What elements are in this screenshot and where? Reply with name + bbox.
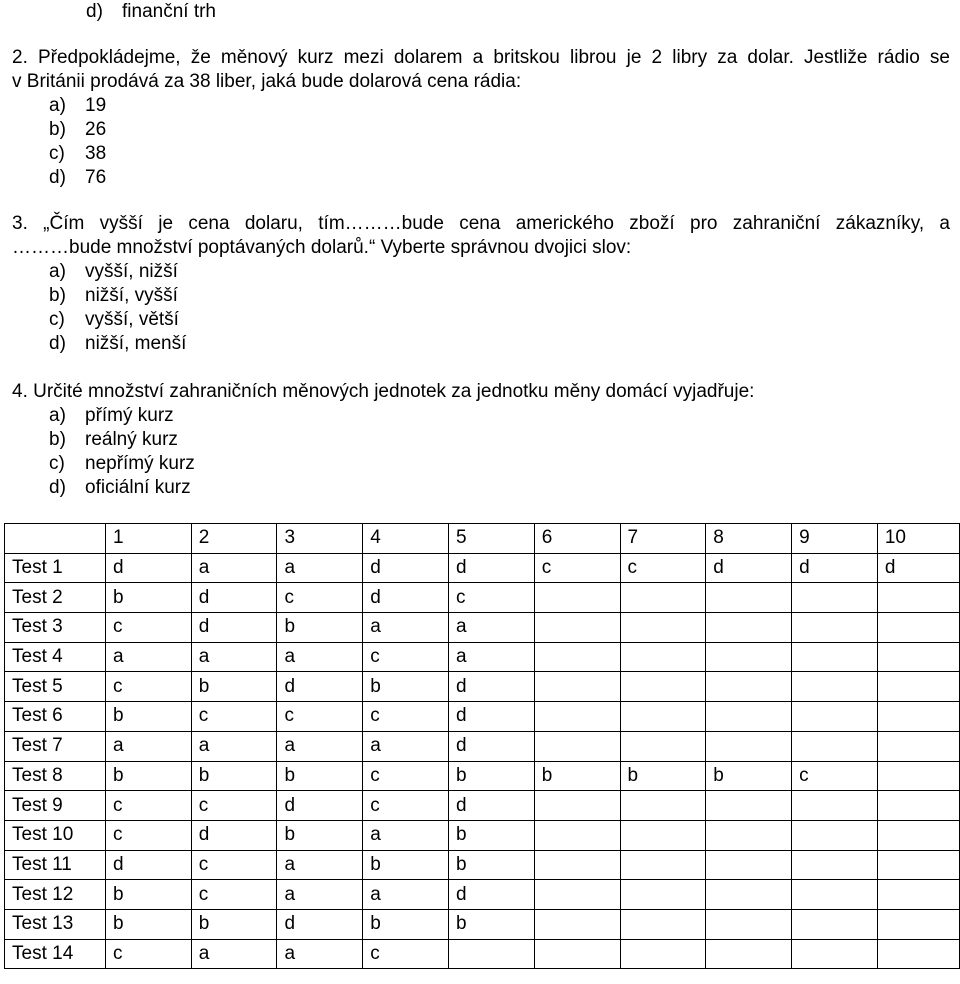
answer-cell: a — [449, 613, 535, 643]
q4-option-a — [49, 404, 174, 428]
option-label: b) — [49, 285, 66, 306]
option-text: oficiální kurz — [85, 477, 191, 498]
table-row — [5, 672, 960, 702]
test-name-cell: Test 9 — [5, 791, 106, 821]
option-text: vyšší, větší — [85, 309, 179, 330]
test-name-cell: Test 13 — [5, 909, 106, 939]
answer-cell — [877, 642, 959, 672]
answer-cell: d — [449, 553, 535, 583]
answer-key-table — [4, 523, 960, 969]
option-text: nižší, menší — [85, 333, 187, 354]
answer-cell: a — [191, 553, 277, 583]
answer-cell — [706, 791, 792, 821]
answer-cell — [449, 939, 535, 969]
answer-cell: c — [105, 939, 191, 969]
answer-cell — [877, 672, 959, 702]
answer-cell — [534, 791, 620, 821]
table-row — [5, 583, 960, 613]
q3-option-a — [49, 260, 178, 284]
test-name-cell: Test 1 — [5, 553, 106, 583]
option-label: d) — [49, 333, 66, 354]
question-number-cell: 10 — [877, 524, 959, 554]
q2-text-line2: v Británii prodává za 38 liber, jaká bude dolarová cena rádia: — [12, 71, 522, 92]
answer-cell: b — [363, 672, 449, 702]
answer-cell: a — [363, 820, 449, 850]
answer-cell: d — [191, 820, 277, 850]
question-number-cell: 8 — [706, 524, 792, 554]
question-number-cell: 2 — [191, 524, 277, 554]
q4-text-line1: 4. Určité množství zahraničních měnových jednotek za jednotku měny domácí vyjadřuje: — [12, 381, 755, 402]
answer-cell: b — [105, 702, 191, 732]
q2-option-b — [49, 118, 106, 142]
answer-cell: c — [105, 613, 191, 643]
question-number-cell: 9 — [792, 524, 878, 554]
answer-cell: b — [105, 909, 191, 939]
answer-cell: d — [449, 791, 535, 821]
answer-cell — [792, 909, 878, 939]
answer-cell — [534, 613, 620, 643]
answer-cell: d — [105, 850, 191, 880]
answer-cell — [706, 909, 792, 939]
answer-cell: a — [191, 731, 277, 761]
answer-cell — [877, 850, 959, 880]
answer-cell — [620, 642, 706, 672]
answer-cell: c — [277, 583, 363, 613]
option-text: přímý kurz — [85, 405, 174, 426]
answer-cell — [706, 702, 792, 732]
q3-option-c — [49, 308, 179, 332]
answer-cell: b — [277, 820, 363, 850]
answer-cell: d — [363, 583, 449, 613]
answer-cell — [877, 583, 959, 613]
option-text: nepřímý kurz — [85, 453, 195, 474]
answer-cell — [620, 820, 706, 850]
answer-cell — [706, 672, 792, 702]
q2-option-c — [49, 142, 106, 166]
table-row — [5, 909, 960, 939]
answer-cell — [534, 909, 620, 939]
test-name-cell: Test 6 — [5, 702, 106, 732]
answer-cell: a — [191, 939, 277, 969]
option-text: reálný kurz — [85, 429, 178, 450]
answer-cell: c — [620, 553, 706, 583]
table-row — [5, 791, 960, 821]
answer-cell: b — [191, 909, 277, 939]
answer-cell — [620, 672, 706, 702]
answer-cell: a — [363, 613, 449, 643]
answer-cell — [620, 880, 706, 910]
answer-cell: c — [449, 583, 535, 613]
answer-cell — [534, 702, 620, 732]
q1-option-d — [86, 0, 216, 24]
table-row — [5, 820, 960, 850]
answer-cell — [792, 583, 878, 613]
answer-cell: d — [706, 553, 792, 583]
test-name-cell: Test 11 — [5, 850, 106, 880]
answer-cell: b — [363, 909, 449, 939]
q2-option-a — [49, 94, 106, 118]
question-number-cell: 1 — [105, 524, 191, 554]
answer-cell: c — [105, 820, 191, 850]
answer-cell: c — [191, 880, 277, 910]
option-text: 19 — [85, 95, 107, 116]
answer-cell — [877, 702, 959, 732]
answer-cell — [620, 702, 706, 732]
answer-cell — [534, 880, 620, 910]
answer-cell: d — [363, 553, 449, 583]
answer-cell: b — [449, 761, 535, 791]
answer-cell — [620, 613, 706, 643]
answer-cell — [706, 613, 792, 643]
answer-cell: b — [191, 672, 277, 702]
answer-cell — [706, 731, 792, 761]
test-name-cell: Test 4 — [5, 642, 106, 672]
answer-cell: a — [449, 642, 535, 672]
answer-cell — [620, 791, 706, 821]
test-name-cell: Test 8 — [5, 761, 106, 791]
answer-cell — [706, 850, 792, 880]
answer-cell: a — [105, 642, 191, 672]
answer-cell: c — [191, 791, 277, 821]
answer-cell: b — [449, 820, 535, 850]
test-name-cell: Test 14 — [5, 939, 106, 969]
answer-cell — [706, 880, 792, 910]
answer-cell: a — [277, 553, 363, 583]
option-label: c) — [49, 143, 65, 164]
answer-cell — [620, 909, 706, 939]
answer-cell: d — [877, 553, 959, 583]
answer-cell: c — [363, 939, 449, 969]
table-row — [5, 642, 960, 672]
answer-cell: c — [792, 761, 878, 791]
test-name-cell: Test 3 — [5, 613, 106, 643]
option-label: b) — [49, 429, 66, 450]
answer-cell — [792, 613, 878, 643]
answer-cell: a — [277, 731, 363, 761]
answer-cell: c — [191, 850, 277, 880]
option-label: d) — [49, 477, 66, 498]
question-number-cell: 3 — [277, 524, 363, 554]
answer-cell: a — [277, 880, 363, 910]
answer-cell — [792, 731, 878, 761]
answer-cell: d — [105, 553, 191, 583]
answer-cell: a — [105, 731, 191, 761]
table-row — [5, 939, 960, 969]
answer-cell — [877, 880, 959, 910]
option-text: vyšší, nižší — [85, 261, 178, 282]
answer-cell — [534, 583, 620, 613]
question-number-cell: 6 — [534, 524, 620, 554]
table-row — [5, 761, 960, 791]
answer-cell: d — [449, 672, 535, 702]
answer-cell: c — [277, 702, 363, 732]
answer-cell: d — [449, 702, 535, 732]
table-row — [5, 731, 960, 761]
answer-cell: a — [191, 642, 277, 672]
option-label: c) — [49, 309, 65, 330]
answer-cell: d — [449, 731, 535, 761]
answer-cell: c — [105, 791, 191, 821]
answer-cell — [534, 731, 620, 761]
table-row — [5, 613, 960, 643]
answer-cell — [620, 583, 706, 613]
option-text: 76 — [85, 167, 107, 188]
answer-cell: c — [105, 672, 191, 702]
test-name-cell: Test 2 — [5, 583, 106, 613]
answer-cell: d — [449, 880, 535, 910]
answer-cell: b — [191, 761, 277, 791]
question-number-cell: 7 — [620, 524, 706, 554]
option-text: 38 — [85, 143, 107, 164]
answer-cell: c — [363, 702, 449, 732]
answer-cell: d — [277, 909, 363, 939]
table-header-row — [5, 524, 960, 554]
answer-cell — [706, 820, 792, 850]
option-label: a) — [49, 95, 66, 116]
answer-cell — [877, 761, 959, 791]
answer-cell — [706, 642, 792, 672]
answer-cell — [534, 939, 620, 969]
answer-cell: b — [620, 761, 706, 791]
answer-cell: b — [105, 880, 191, 910]
answer-cell: c — [191, 702, 277, 732]
answer-cell: d — [792, 553, 878, 583]
table-row — [5, 880, 960, 910]
q4-option-c — [49, 452, 195, 476]
answer-cell — [534, 642, 620, 672]
answer-cell — [620, 939, 706, 969]
q3-text-line2: ………bude množství poptávaných dolarů.“ Vyberte správnou dvojici slov: — [12, 237, 632, 258]
answer-cell: c — [363, 761, 449, 791]
answer-cell: b — [277, 613, 363, 643]
answer-cell — [534, 820, 620, 850]
option-label: a) — [49, 261, 66, 282]
answer-cell — [792, 880, 878, 910]
test-name-cell: Test 5 — [5, 672, 106, 702]
question-number-cell: 4 — [363, 524, 449, 554]
answer-cell: b — [449, 909, 535, 939]
answer-cell: b — [706, 761, 792, 791]
answer-cell — [792, 702, 878, 732]
answer-cell — [620, 731, 706, 761]
answer-cell: a — [363, 880, 449, 910]
answer-cell: a — [277, 850, 363, 880]
answer-cell — [620, 850, 706, 880]
answer-cell: b — [449, 850, 535, 880]
option-text: nižší, vyšší — [85, 285, 178, 306]
answer-cell: c — [363, 642, 449, 672]
q2-option-d — [49, 166, 106, 190]
answer-cell: b — [534, 761, 620, 791]
option-label: c) — [49, 453, 65, 474]
answer-cell: c — [363, 791, 449, 821]
answer-cell — [792, 939, 878, 969]
answer-cell — [534, 850, 620, 880]
table-corner-cell — [5, 524, 106, 554]
answer-cell — [792, 850, 878, 880]
answer-cell: a — [277, 939, 363, 969]
answer-cell — [534, 672, 620, 702]
answer-cell — [706, 583, 792, 613]
q3-text-line1: 3. „Čím vyšší je cena dolaru, tím………bude cena amerického zboží pro zahraniční zákazníky, a — [12, 213, 950, 234]
answer-cell — [877, 613, 959, 643]
answer-cell — [792, 672, 878, 702]
answer-cell — [792, 791, 878, 821]
answer-cell: b — [363, 850, 449, 880]
q3-option-d — [49, 332, 186, 356]
answer-cell — [877, 820, 959, 850]
answer-cell: d — [277, 791, 363, 821]
answer-cell: d — [191, 583, 277, 613]
table-row — [5, 702, 960, 732]
q2-text-line1: 2. Předpokládejme, že měnový kurz mezi dolarem a britskou librou je 2 libry za dolar. Jestliže rádio se — [12, 47, 950, 68]
option-label: d) — [86, 1, 103, 22]
table-row — [5, 850, 960, 880]
option-label: b) — [49, 119, 66, 140]
answer-cell: d — [191, 613, 277, 643]
answer-cell — [706, 939, 792, 969]
answer-cell: a — [363, 731, 449, 761]
answer-cell: d — [277, 672, 363, 702]
option-label: a) — [49, 405, 66, 426]
answer-cell — [877, 731, 959, 761]
answer-cell — [792, 642, 878, 672]
option-text: finanční trh — [122, 1, 216, 22]
answer-cell: c — [534, 553, 620, 583]
answer-cell — [792, 820, 878, 850]
test-name-cell: Test 10 — [5, 820, 106, 850]
answer-cell: b — [277, 761, 363, 791]
q4-option-d — [49, 476, 191, 500]
answer-cell: b — [105, 761, 191, 791]
table-row — [5, 553, 960, 583]
test-name-cell: Test 12 — [5, 880, 106, 910]
answer-cell: b — [105, 583, 191, 613]
answer-cell — [877, 939, 959, 969]
answer-cell — [877, 791, 959, 821]
test-name-cell: Test 7 — [5, 731, 106, 761]
option-label: d) — [49, 167, 66, 188]
answer-cell: a — [277, 642, 363, 672]
q4-option-b — [49, 428, 178, 452]
question-number-cell: 5 — [449, 524, 535, 554]
answer-cell — [877, 909, 959, 939]
q3-option-b — [49, 284, 178, 308]
option-text: 26 — [85, 119, 107, 140]
